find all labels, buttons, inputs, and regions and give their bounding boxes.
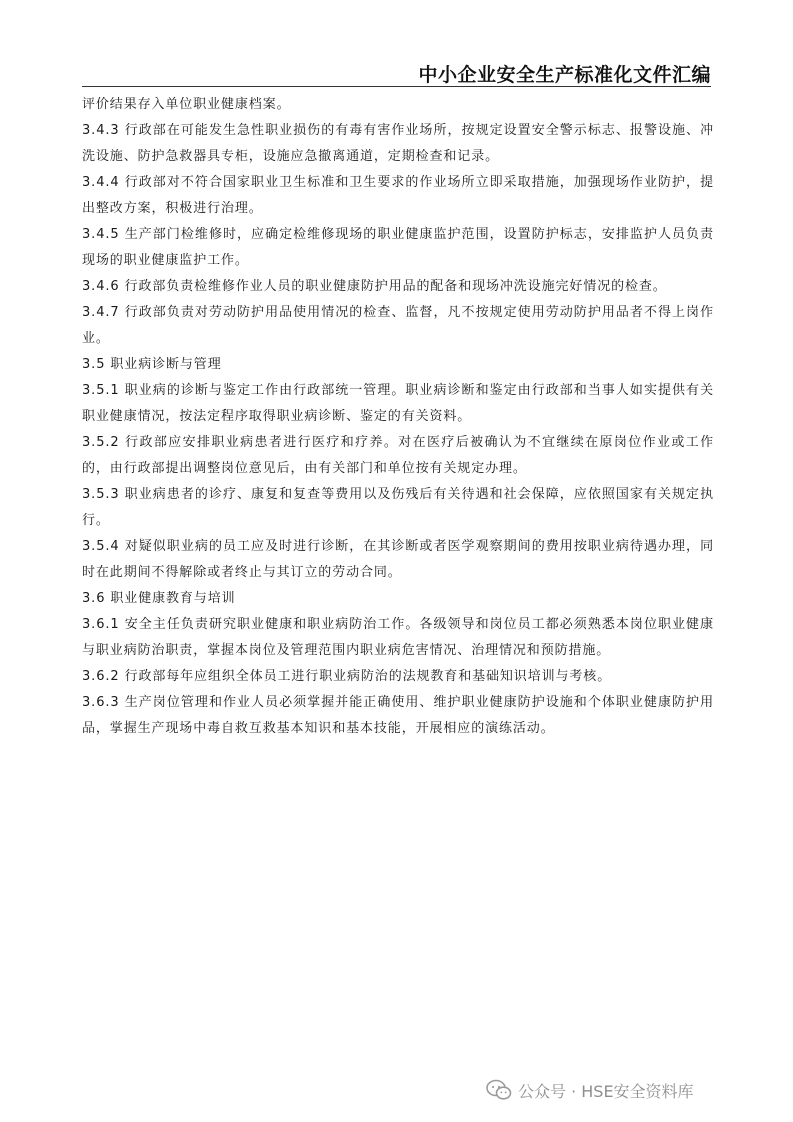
paragraph: 3.5.3 职业病患者的诊疗、康复和复查等费用以及伤残后有关待遇和社会保障，应依照国家有关规定执行。 bbox=[82, 487, 714, 528]
paragraph: 3.6.3 生产岗位管理和作业人员必须掌握并能正确使用、维护职业健康防护设施和个体职业健康防护用品，掌握生产现场中毒自救互救基本知识和基本技能，开展相应的演练活动。 bbox=[82, 695, 714, 736]
document-body bbox=[82, 92, 714, 742]
paragraph: 3.5.2 行政部应安排职业病患者进行医疗和疗养。对在医疗后被确认为不宜继续在原岗位作业或工作的，由行政部提出调整岗位意见后，由有关部门和单位按有关规定办理。 bbox=[82, 435, 714, 476]
paragraph: 评价结果存入单位职业健康档案。 bbox=[82, 97, 291, 112]
paragraph: 3.5.1 职业病的诊断与鉴定工作由行政部统一管理。职业病诊断和鉴定由行政部和当事人如实提供有关职业健康情况，按法定程序取得职业病诊断、鉴定的有关资料。 bbox=[82, 383, 714, 424]
wechat-icon bbox=[486, 1079, 512, 1101]
header-divider bbox=[82, 86, 711, 87]
paragraph: 3.6.2 行政部每年应组织全体员工进行职业病防治的法规教育和基础知识培训与考核。 bbox=[82, 669, 612, 684]
paragraph: 3.4.7 行政部负责对劳动防护用品使用情况的检查、监督，凡不按规定使用劳动防护用品者不得上岗作业。 bbox=[82, 305, 714, 346]
paragraph: 3.4.5 生产部门检维修时，应确定检维修现场的职业健康监护范围，设置防护标志，安排监护人员负责现场的职业健康监护工作。 bbox=[82, 227, 714, 268]
section-heading: 3.6 职业健康教育与培训 bbox=[82, 591, 236, 606]
watermark-text: 公众号 · HSE安全资料库 bbox=[518, 1081, 694, 1101]
paragraph: 3.4.3 行政部在可能发生急性职业损伤的有毒有害作业场所，按规定设置安全警示标志、报警设施、冲洗设施、防护急救器具专柜，设施应急撤离通道，定期检查和记录。 bbox=[82, 123, 714, 164]
section-heading: 3.5 职业病诊断与管理 bbox=[82, 357, 222, 372]
document-header-title: 中小企业安全生产标准化文件汇编 bbox=[418, 64, 711, 86]
watermark bbox=[486, 1078, 694, 1102]
paragraph: 3.6.1 安全主任负责研究职业健康和职业病防治工作。各级领导和岗位员工都必须熟悉本岗位职业健康与职业病防治职责，掌握本岗位及管理范围内职业病危害情况、治理情况和预防措施。 bbox=[82, 617, 714, 658]
paragraph: 3.5.4 对疑似职业病的员工应及时进行诊断，在其诊断或者医学观察期间的费用按职业病待遇办理，同时在此期间不得解除或者终止与其订立的劳动合同。 bbox=[82, 539, 714, 580]
paragraph: 3.4.4 行政部对不符合国家职业卫生标准和卫生要求的作业场所立即采取措施，加强现场作业防护，提出整改方案，积极进行治理。 bbox=[82, 175, 714, 216]
paragraph: 3.4.6 行政部负责检维修作业人员的职业健康防护用品的配备和现场冲洗设施完好情况的检查。 bbox=[82, 279, 667, 294]
